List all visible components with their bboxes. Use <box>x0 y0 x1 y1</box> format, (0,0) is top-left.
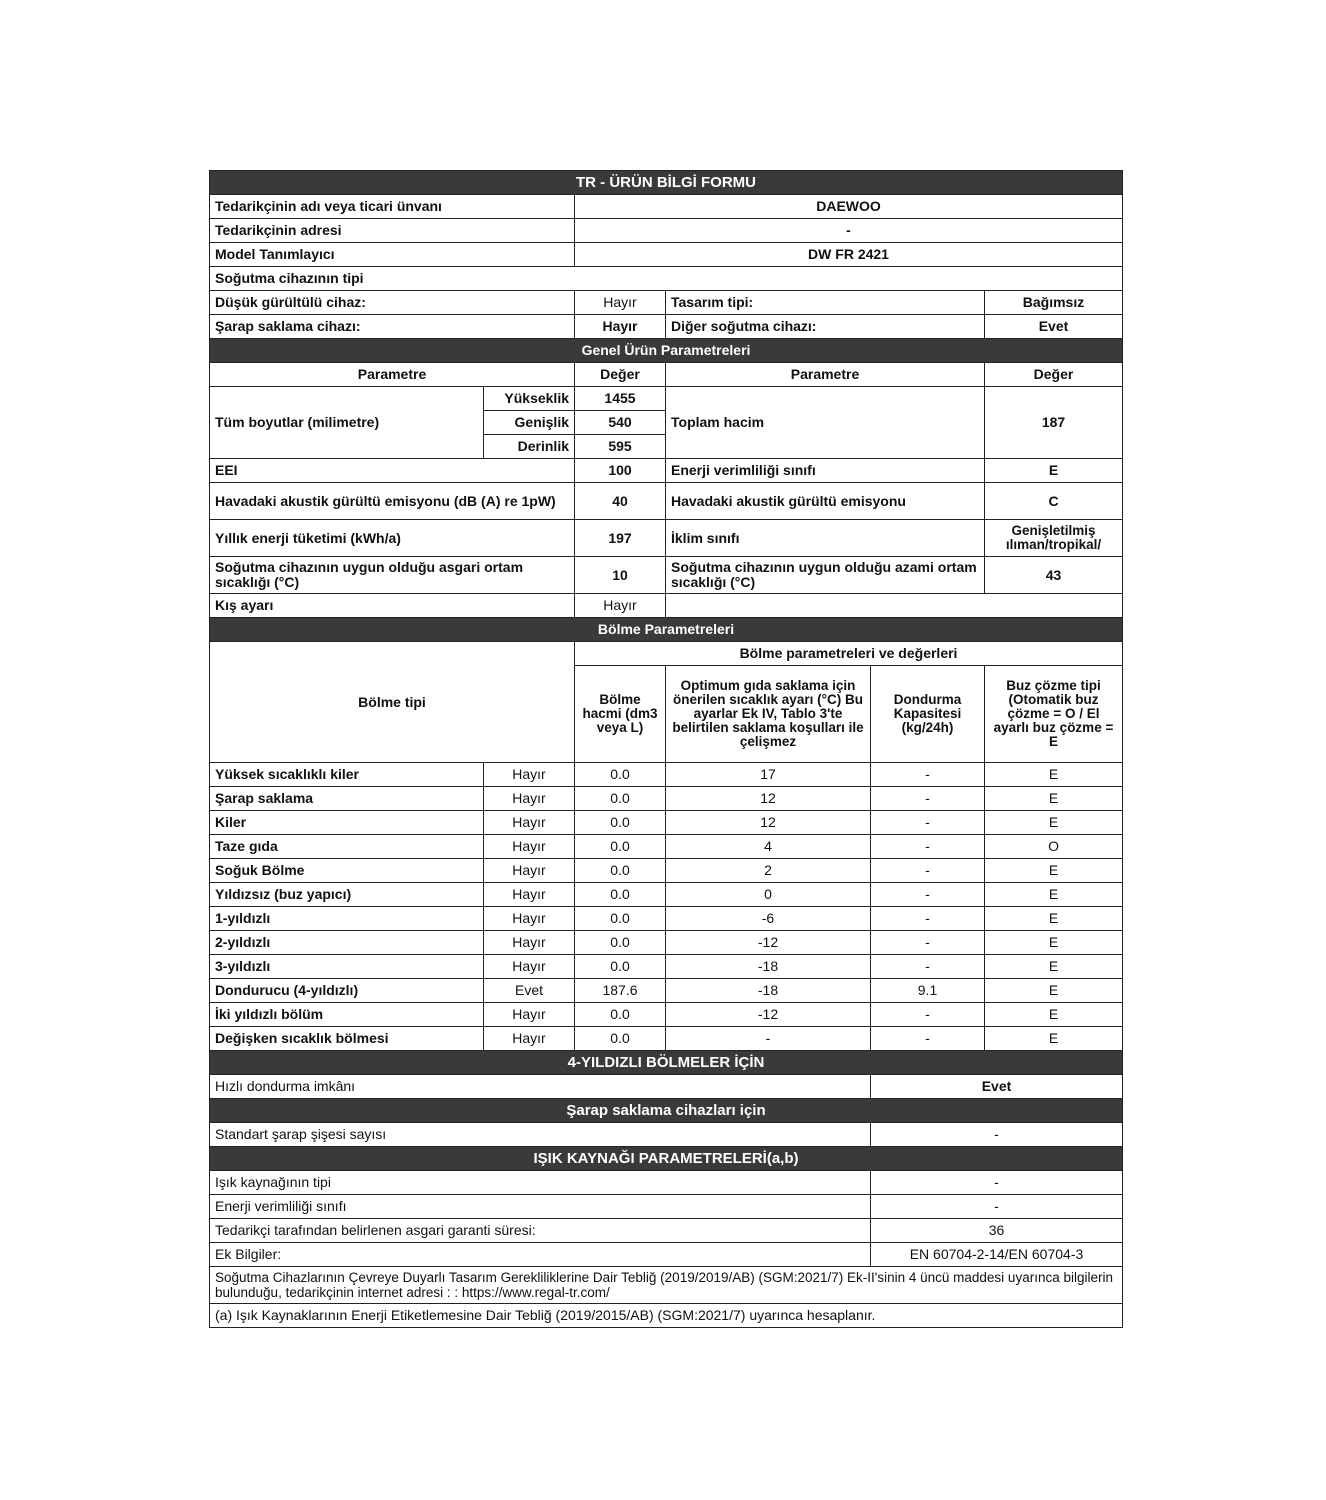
other-device-label: Diğer soğutma cihazı: <box>666 315 985 339</box>
supplier-name-value: DAEWOO <box>575 195 1123 219</box>
compartment-name: 1-yıldızlı <box>210 907 484 931</box>
compartment-row <box>210 883 1123 907</box>
compartment-temp: -18 <box>666 979 871 1003</box>
compartment-defrost: E <box>985 907 1123 931</box>
device-type-label: Soğutma cihazının tipi <box>210 267 1123 291</box>
supplier-address-label: Tedarikçinin adresi <box>210 219 575 243</box>
other-device-value: Evet <box>985 315 1123 339</box>
compartment-volume: 0.0 <box>575 811 666 835</box>
noise-label: Havadaki akustik gürültü emisyonu (dB (A) re 1pW) <box>210 483 575 520</box>
warranty-value: 36 <box>871 1219 1123 1243</box>
compartment-present: Hayır <box>484 931 575 955</box>
product-info-form <box>209 170 1123 1328</box>
total-volume-value: 187 <box>985 387 1123 459</box>
compartment-row <box>210 811 1123 835</box>
compartment-freeze-capacity: 9.1 <box>871 979 985 1003</box>
model-label: Model Tanımlayıcı <box>210 243 575 267</box>
form-title: TR - ÜRÜN BİLGİ FORMU <box>210 171 1123 195</box>
fast-freeze-label: Hızlı dondurma imkânı <box>210 1075 871 1099</box>
annual-energy-value: 197 <box>575 520 666 557</box>
general-section-header <box>210 339 1123 363</box>
eei-label: EEI <box>210 459 575 483</box>
min-ambient-value: 10 <box>575 557 666 594</box>
low-noise-label: Düşük gürültülü cihaz: <box>210 291 575 315</box>
freeze-capacity-header: Dondurma Kapasitesi (kg/24h) <box>871 666 985 763</box>
width-label: Genişlik <box>484 411 575 435</box>
depth-value: 595 <box>575 435 666 459</box>
supplier-name-row <box>210 195 1123 219</box>
light-type-value: - <box>871 1171 1123 1195</box>
climate-class-value: Genişletilmiş ılıman/tropikal/ <box>985 520 1123 557</box>
wine-bottles-row <box>210 1123 1123 1147</box>
compartment-defrost: E <box>985 1003 1123 1027</box>
compartment-temp: - <box>666 1027 871 1051</box>
compartment-row <box>210 979 1123 1003</box>
compartment-defrost: E <box>985 1027 1123 1051</box>
height-label: Yükseklik <box>484 387 575 411</box>
warranty-label: Tedarikçi tarafından belirlenen asgari garanti süresi: <box>210 1219 871 1243</box>
compartment-temp: -12 <box>666 1003 871 1027</box>
compartment-temp: 0 <box>666 883 871 907</box>
compartment-present: Hayır <box>484 787 575 811</box>
compartment-volume: 0.0 <box>575 1027 666 1051</box>
compartment-name: Yüksek sıcaklıklı kiler <box>210 763 484 787</box>
compartment-volume: 0.0 <box>575 955 666 979</box>
compartment-volume: 0.0 <box>575 907 666 931</box>
ecodesign-note-row <box>210 1267 1123 1304</box>
volume-header: Bölme hacmi (dm3 veya L) <box>575 666 666 763</box>
depth-label: Derinlik <box>484 435 575 459</box>
compartment-present: Hayır <box>484 835 575 859</box>
compartment-volume: 0.0 <box>575 1003 666 1027</box>
compartment-volume: 0.0 <box>575 859 666 883</box>
light-type-row <box>210 1171 1123 1195</box>
compartment-temp: -12 <box>666 931 871 955</box>
compartment-temp: 12 <box>666 811 871 835</box>
winter-value: Hayır <box>575 594 666 618</box>
compartment-row <box>210 763 1123 787</box>
model-row <box>210 243 1123 267</box>
winter-label: Kış ayarı <box>210 594 575 618</box>
warranty-row <box>210 1219 1123 1243</box>
winter-row <box>210 594 1123 618</box>
eei-row <box>210 459 1123 483</box>
low-noise-value: Hayır <box>575 291 666 315</box>
energy-class-label: Enerji verimliliği sınıfı <box>666 459 985 483</box>
noise-value: 40 <box>575 483 666 520</box>
compartment-freeze-capacity: - <box>871 859 985 883</box>
compartment-name: İki yıldızlı bölüm <box>210 1003 484 1027</box>
ecodesign-note: Soğutma Cihazlarının Çevreye Duyarlı Tasarım Gerekliliklerine Dair Tebliğ (2019/2019/AB) (SGM:2021/7) Ek-II'sinin 4 üncü maddesi uyarınca bilgilerin bulunduğu, tedarikçinin internet adresi : : https://www.regal-tr.com/ <box>210 1267 1123 1304</box>
compartment-name: 2-yıldızlı <box>210 931 484 955</box>
compartment-row <box>210 1027 1123 1051</box>
compartment-volume: 0.0 <box>575 787 666 811</box>
extra-info-row <box>210 1243 1123 1267</box>
compartment-name: Şarap saklama <box>210 787 484 811</box>
compartment-freeze-capacity: - <box>871 955 985 979</box>
compartment-name: Değişken sıcaklık bölmesi <box>210 1027 484 1051</box>
extra-info-value: EN 60704-2-14/EN 60704-3 <box>871 1243 1123 1267</box>
compartment-defrost: E <box>985 931 1123 955</box>
annual-energy-row <box>210 520 1123 557</box>
compartment-temp: 2 <box>666 859 871 883</box>
general-section-title: Genel Ürün Parametreleri <box>210 339 1123 363</box>
compartment-temp: -6 <box>666 907 871 931</box>
noise-row <box>210 483 1123 520</box>
compartment-defrost: E <box>985 979 1123 1003</box>
compartment-defrost: E <box>985 787 1123 811</box>
compartment-row <box>210 931 1123 955</box>
compartment-row <box>210 955 1123 979</box>
max-ambient-label: Soğutma cihazının uygun olduğu azami ortam sıcaklığı (°C) <box>666 557 985 594</box>
compartment-name: Kiler <box>210 811 484 835</box>
compartment-freeze-capacity: - <box>871 787 985 811</box>
compartment-defrost: E <box>985 763 1123 787</box>
compartment-name: Taze gıda <box>210 835 484 859</box>
noise-class-value: C <box>985 483 1123 520</box>
form-title-row <box>210 171 1123 195</box>
fast-freeze-row <box>210 1075 1123 1099</box>
compartment-type-header: Bölme tipi <box>210 642 575 763</box>
compartment-row <box>210 907 1123 931</box>
wine-section-header <box>210 1099 1123 1123</box>
compartment-defrost: E <box>985 883 1123 907</box>
compartment-present: Evet <box>484 979 575 1003</box>
light-class-label: Enerji verimliliği sınıfı <box>210 1195 871 1219</box>
dimensions-label: Tüm boyutlar (milimetre) <box>210 387 484 459</box>
winter-empty-cell <box>666 594 1123 618</box>
noise-class-label: Havadaki akustik gürültü emisyonu <box>666 483 985 520</box>
wine-bottles-label: Standart şarap şişesi sayısı <box>210 1123 871 1147</box>
compartment-volume: 0.0 <box>575 883 666 907</box>
compartment-present: Hayır <box>484 859 575 883</box>
general-column-headers <box>210 363 1123 387</box>
min-ambient-label: Soğutma cihazının uygun olduğu asgari ortam sıcaklığı (°C) <box>210 557 575 594</box>
energy-class-value: E <box>985 459 1123 483</box>
height-value: 1455 <box>575 387 666 411</box>
light-type-label: Işık kaynağının tipi <box>210 1171 871 1195</box>
compartment-defrost: E <box>985 859 1123 883</box>
compartment-present: Hayır <box>484 1027 575 1051</box>
compartment-freeze-capacity: - <box>871 763 985 787</box>
design-type-label: Tasarım tipi: <box>666 291 985 315</box>
compartment-row <box>210 1003 1123 1027</box>
four-star-section-title: 4-YILDIZLI BÖLMELER İÇİN <box>210 1051 1123 1075</box>
wine-device-row <box>210 315 1123 339</box>
compartment-row <box>210 787 1123 811</box>
defrost-header: Buz çözme tipi (Otomatik buz çözme = O / El ayarlı buz çözme = E <box>985 666 1123 763</box>
total-volume-label: Toplam hacim <box>666 387 985 459</box>
compartment-name: Dondurucu (4-yıldızlı) <box>210 979 484 1003</box>
ambient-temp-row <box>210 557 1123 594</box>
compartment-freeze-capacity: - <box>871 1027 985 1051</box>
compartment-name: 3-yıldızlı <box>210 955 484 979</box>
supplier-name-label: Tedarikçinin adı veya ticari ünvanı <box>210 195 575 219</box>
footnote-a: (a) Işık Kaynaklarının Enerji Etiketlemesine Dair Tebliğ (2019/2015/AB) (SGM:2021/7) uyarınca hesaplanır. <box>210 1304 1123 1328</box>
compartment-temp: 12 <box>666 787 871 811</box>
climate-class-label: İklim sınıfı <box>666 520 985 557</box>
compartment-group-header-row <box>210 642 1123 666</box>
compartment-volume: 0.0 <box>575 835 666 859</box>
compartment-name: Yıldızsız (buz yapıcı) <box>210 883 484 907</box>
compartment-present: Hayır <box>484 811 575 835</box>
width-value: 540 <box>575 411 666 435</box>
compartment-volume: 0.0 <box>575 763 666 787</box>
compartment-freeze-capacity: - <box>871 835 985 859</box>
compartment-volume: 0.0 <box>575 931 666 955</box>
supplier-address-row <box>210 219 1123 243</box>
compartment-volume: 187.6 <box>575 979 666 1003</box>
wine-device-value: Hayır <box>575 315 666 339</box>
eei-value: 100 <box>575 459 666 483</box>
compartment-freeze-capacity: - <box>871 907 985 931</box>
light-class-value: - <box>871 1195 1123 1219</box>
footnote-row <box>210 1304 1123 1328</box>
compartment-name: Soğuk Bölme <box>210 859 484 883</box>
compartment-row <box>210 835 1123 859</box>
extra-info-label: Ek Bilgiler: <box>210 1243 871 1267</box>
design-type-value: Bağımsız <box>985 291 1123 315</box>
wine-section-title: Şarap saklama cihazları için <box>210 1099 1123 1123</box>
param-header-left: Parametre <box>210 363 575 387</box>
compartment-present: Hayır <box>484 1003 575 1027</box>
compartment-freeze-capacity: - <box>871 883 985 907</box>
compartment-defrost: O <box>985 835 1123 859</box>
compartment-present: Hayır <box>484 955 575 979</box>
compartment-freeze-capacity: - <box>871 931 985 955</box>
model-value: DW FR 2421 <box>575 243 1123 267</box>
value-header-right: Değer <box>985 363 1123 387</box>
compartment-rows <box>210 763 1123 1051</box>
light-class-row <box>210 1195 1123 1219</box>
light-section-title: IŞIK KAYNAĞI PARAMETRELERİ(a,b) <box>210 1147 1123 1171</box>
param-header-right: Parametre <box>666 363 985 387</box>
compartment-row <box>210 859 1123 883</box>
wine-device-label: Şarap saklama cihazı: <box>210 315 575 339</box>
device-type-row <box>210 267 1123 291</box>
compartment-group-header: Bölme parametreleri ve değerleri <box>575 642 1123 666</box>
max-ambient-value: 43 <box>985 557 1123 594</box>
light-section-header <box>210 1147 1123 1171</box>
low-noise-row <box>210 291 1123 315</box>
supplier-address-value: - <box>575 219 1123 243</box>
annual-energy-label: Yıllık enerji tüketimi (kWh/a) <box>210 520 575 557</box>
compartment-defrost: E <box>985 955 1123 979</box>
value-header-left: Değer <box>575 363 666 387</box>
compartment-temp: -18 <box>666 955 871 979</box>
compartment-defrost: E <box>985 811 1123 835</box>
compartment-present: Hayır <box>484 907 575 931</box>
four-star-section-header <box>210 1051 1123 1075</box>
compartment-present: Hayır <box>484 763 575 787</box>
temp-header: Optimum gıda saklama için önerilen sıcaklık ayarı (°C) Bu ayarlar Ek IV, Tablo 3'te belirtilen saklama koşulları ile çelişmez <box>666 666 871 763</box>
wine-bottles-value: - <box>871 1123 1123 1147</box>
compartment-temp: 17 <box>666 763 871 787</box>
compartment-freeze-capacity: - <box>871 811 985 835</box>
dimension-row-height <box>210 387 1123 411</box>
compartment-present: Hayır <box>484 883 575 907</box>
compartment-section-title: Bölme Parametreleri <box>210 618 1123 642</box>
compartment-temp: 4 <box>666 835 871 859</box>
compartment-section-header <box>210 618 1123 642</box>
fast-freeze-value: Evet <box>871 1075 1123 1099</box>
compartment-freeze-capacity: - <box>871 1003 985 1027</box>
